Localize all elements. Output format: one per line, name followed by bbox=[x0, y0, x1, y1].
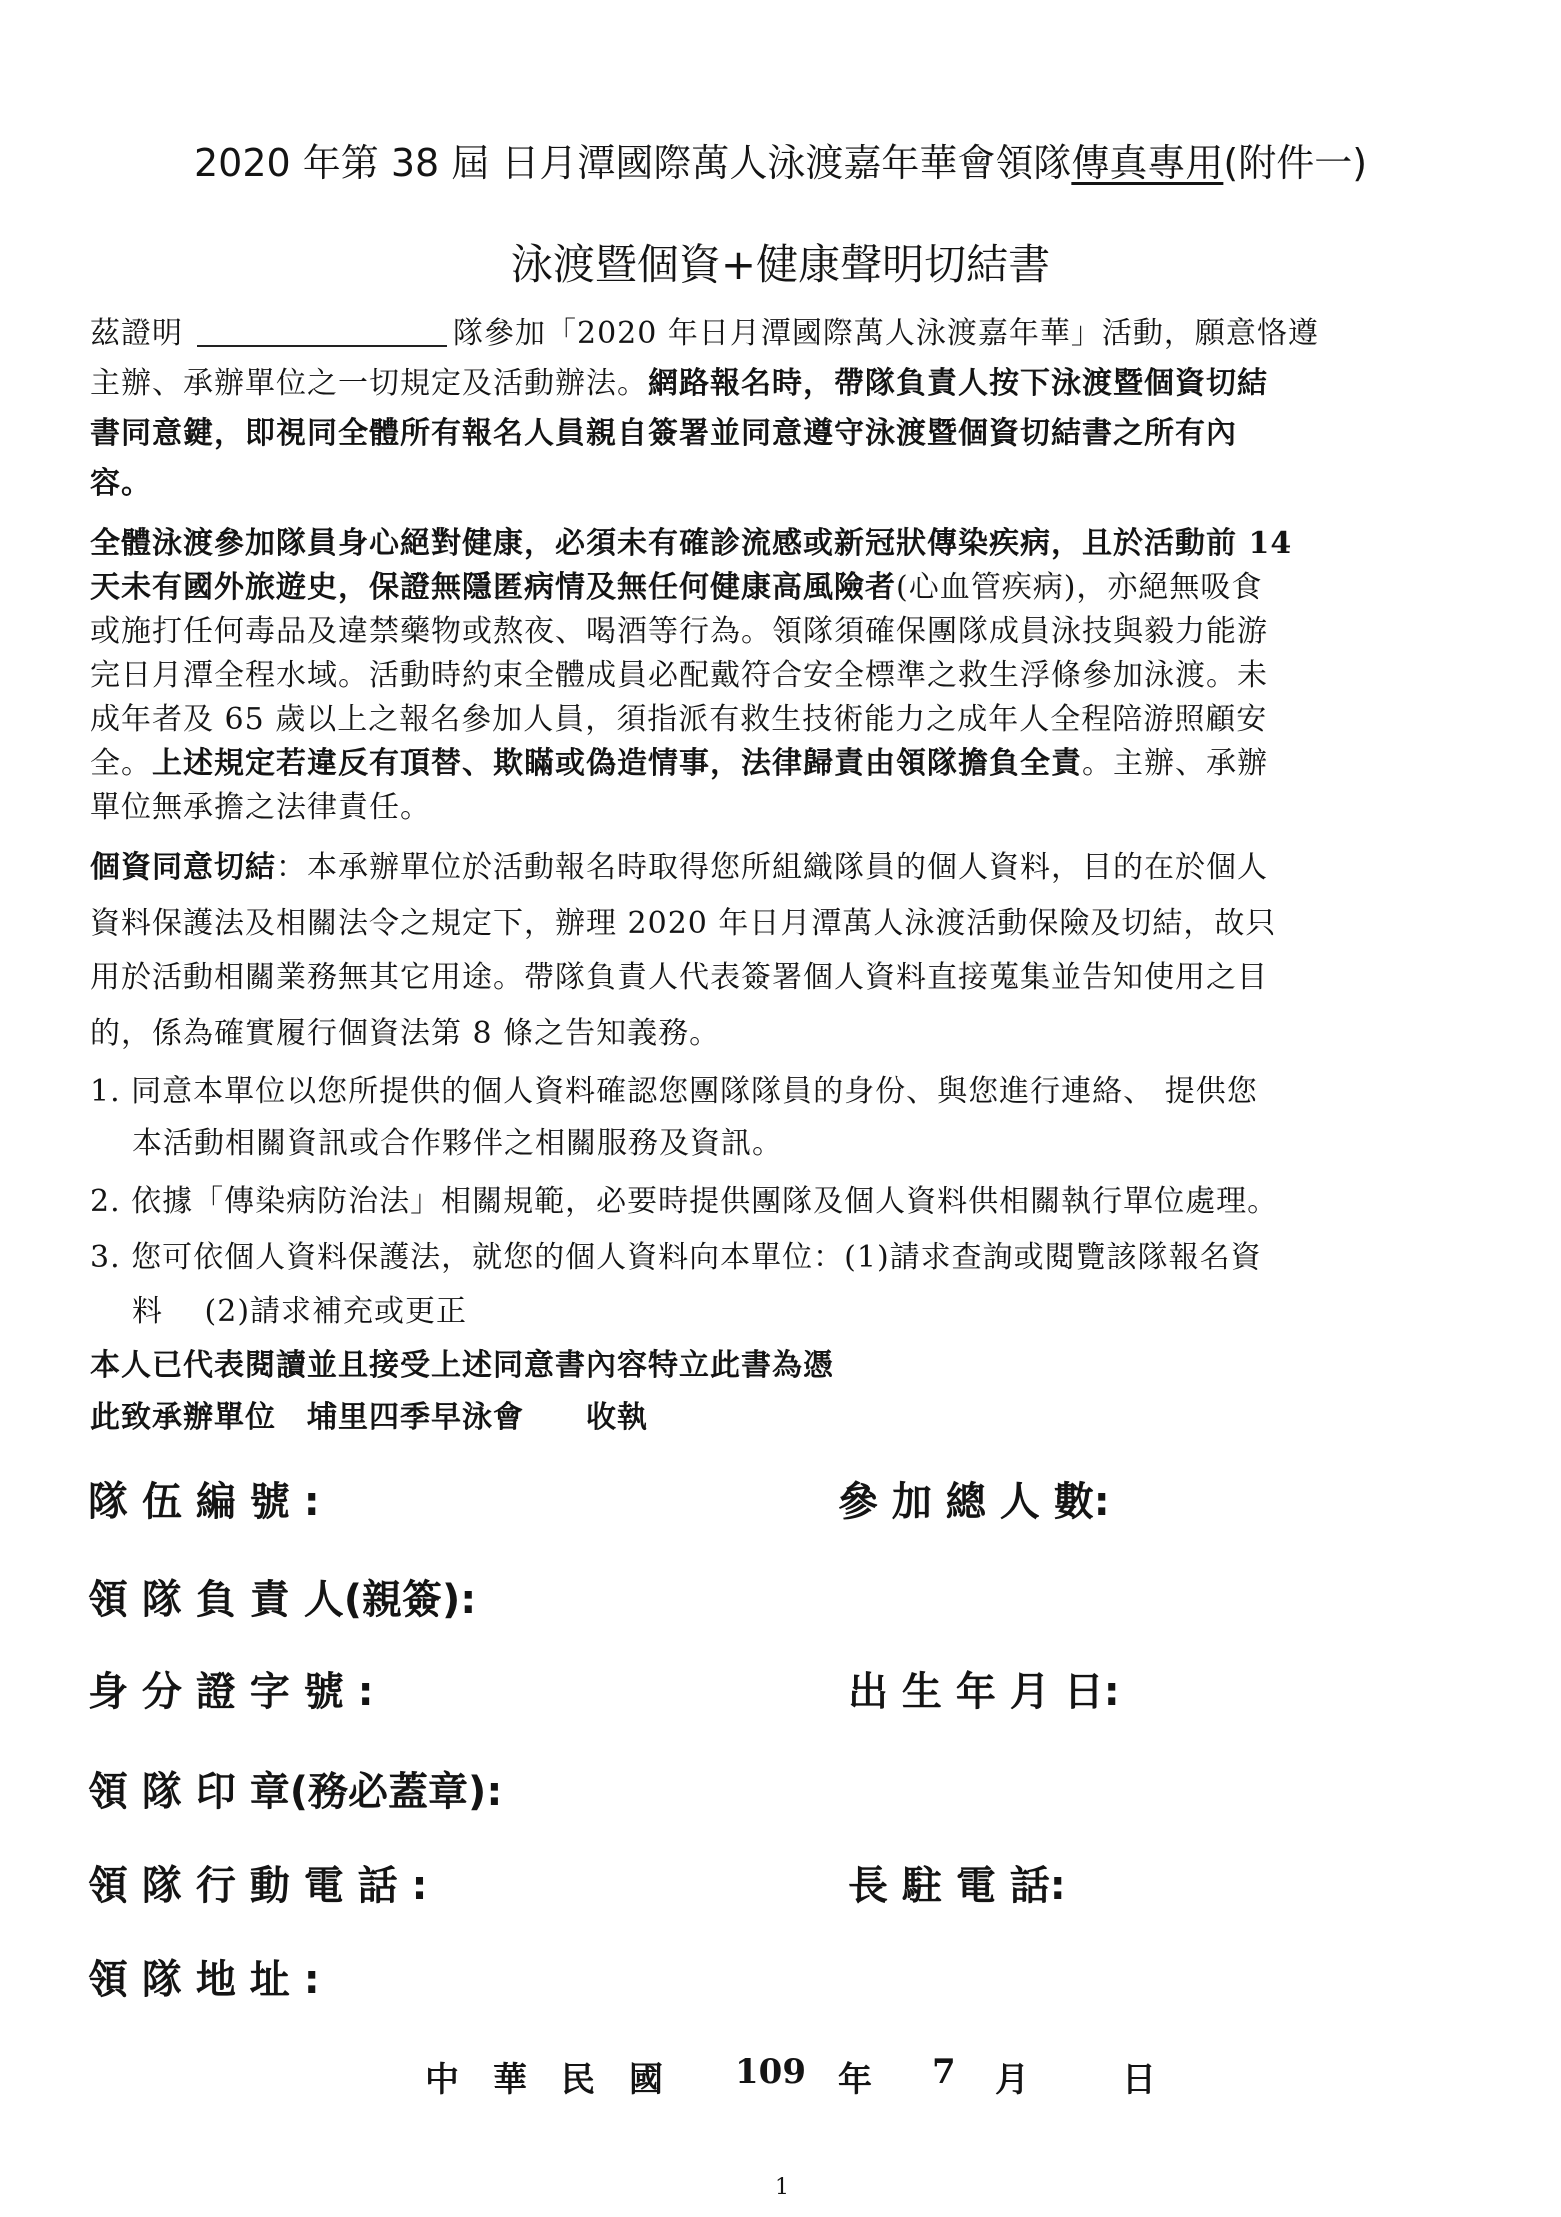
health-line: 單位無承擔之法律責任。 bbox=[90, 790, 431, 825]
leader-mobile-field[interactable]: 領 隊 行 動 電 話 : bbox=[88, 1863, 428, 1909]
birth-date-field[interactable]: 出 生 年 月 日: bbox=[848, 1669, 1120, 1715]
date-year-unit: 年 bbox=[838, 2060, 872, 2100]
privacy-line: 的，係為確實履行個資法第 8 條之告知義務。 bbox=[90, 1016, 721, 1051]
health-line: 全體泳渡參加隊員身心絕對健康，必須未有確診流感或新冠狀傳染疾病，且於活動前 14 bbox=[90, 526, 1293, 561]
list-item: 3. 您可依個人資料保護法，就您的個人資料向本單位：(1)請求查詢或閱覽該隊報名資 bbox=[90, 1240, 1262, 1275]
list-item: 本活動相關資訊或合作夥伴之相關服務及資訊。 bbox=[132, 1126, 783, 1161]
declaration: 本人已代表閱讀並且接受上述同意書內容特立此書為憑 bbox=[90, 1348, 834, 1383]
certify-label: 茲證明 bbox=[90, 316, 183, 351]
date-era: 中 華 民 國 bbox=[425, 2060, 663, 2100]
health-line: 或施打任何毒品及違禁藥物或熬夜、喝酒等行為。領隊須確保團隊成員泳技與毅力能游 bbox=[90, 614, 1268, 649]
paragraph-line bbox=[90, 362, 1480, 406]
privacy-line: 用於活動相關業務無其它用途。帶隊負責人代表簽署個人資料直接蒐集並告知使用之目 bbox=[90, 960, 1268, 995]
document-subtitle: 泳渡暨個資+健康聲明切結書 bbox=[510, 240, 1051, 289]
line-text: ：本承辦單位於活動報名時取得您所組織隊員的個人資料，目的在於個人 bbox=[276, 850, 1268, 885]
line-text: 。主辦、承辦 bbox=[1082, 746, 1268, 781]
bold-text: 天未有國外旅遊史，保證無隱匿病情及無任何健康高風險者 bbox=[90, 570, 896, 605]
title-main: 2020 年第 38 屆 日月潭國際萬人泳渡嘉年華會領隊 bbox=[193, 141, 1072, 185]
resident-phone-field[interactable]: 長 駐 電 話: bbox=[848, 1863, 1066, 1909]
list-item: 1. 同意本單位以您所提供的個人資料確認您團隊隊員的身份、與您進行連絡、 提供您 bbox=[90, 1074, 1258, 1109]
list-item: 2. 依據「傳染病防治法」相關規範，必要時提供團隊及個人資料供相關執行單位處理。 bbox=[90, 1184, 1279, 1219]
privacy-heading: 個資同意切結 bbox=[90, 850, 276, 885]
bold-text: 網路報名時，帶隊負責人按下泳渡暨個資切結 bbox=[648, 366, 1268, 401]
total-participants-field[interactable]: 參 加 總 人 數: bbox=[838, 1479, 1110, 1525]
health-line bbox=[90, 566, 1480, 610]
date-month-unit: 月 bbox=[995, 2060, 1029, 2100]
paragraph-line: 容。 bbox=[90, 466, 152, 501]
title-attachment: (附件一) bbox=[1223, 141, 1368, 185]
list-item: 料 (2)請求補充或更正 bbox=[132, 1294, 468, 1329]
team-name-blank[interactable] bbox=[197, 315, 447, 347]
paragraph-line bbox=[90, 312, 1480, 356]
health-line bbox=[90, 742, 1480, 786]
addressee: 此致承辦單位 埔里四季早泳會 收執 bbox=[90, 1400, 648, 1435]
bold-text: 上述規定若違反有頂替、欺瞞或偽造情事，法律歸責由領隊擔負全責 bbox=[152, 746, 1082, 781]
privacy-line: 資料保護法及相關法令之規定下，辦理 2020 年日月潭萬人泳渡活動保險及切結，故只 bbox=[90, 906, 1277, 941]
health-line: 完日月潭全程水域。活動時約束全體成員必配戴符合安全標準之救生浮條參加泳渡。未 bbox=[90, 658, 1268, 693]
leader-seal-field[interactable]: 領 隊 印 章(務必蓋章): bbox=[88, 1769, 503, 1815]
page-number: 1 bbox=[775, 2175, 789, 2200]
leader-address-field[interactable]: 領 隊 地 址 : bbox=[88, 1957, 320, 2003]
date-year: 109 bbox=[735, 2052, 806, 2092]
id-number-field[interactable]: 身 分 證 字 號 : bbox=[88, 1669, 374, 1715]
date-day-unit: 日 bbox=[1122, 2060, 1156, 2100]
line-text: 主辦、承辦單位之一切規定及活動辦法。 bbox=[90, 366, 648, 401]
document-title bbox=[0, 132, 1561, 187]
title-fax-only: 傳真專用 bbox=[1071, 141, 1224, 185]
team-number-field[interactable]: 隊 伍 編 號 : bbox=[88, 1479, 320, 1525]
line-text: 隊參加「2020 年日月潭國際萬人泳渡嘉年華」活動，願意恪遵 bbox=[453, 316, 1319, 351]
line-text: (心血管疾病)，亦絕無吸食 bbox=[896, 570, 1263, 605]
date-month: 7 bbox=[932, 2052, 956, 2092]
leader-signature-field[interactable]: 領 隊 負 責 人(親簽): bbox=[88, 1577, 477, 1623]
health-line: 成年者及 65 歲以上之報名參加人員，須指派有救生技術能力之成年人全程陪游照顧安 bbox=[90, 702, 1268, 737]
line-text: 全。 bbox=[90, 746, 152, 781]
privacy-line bbox=[90, 846, 1480, 890]
paragraph-line: 書同意鍵，即視同全體所有報名人員親自簽署並同意遵守泳渡暨個資切結書之所有內 bbox=[90, 416, 1237, 451]
